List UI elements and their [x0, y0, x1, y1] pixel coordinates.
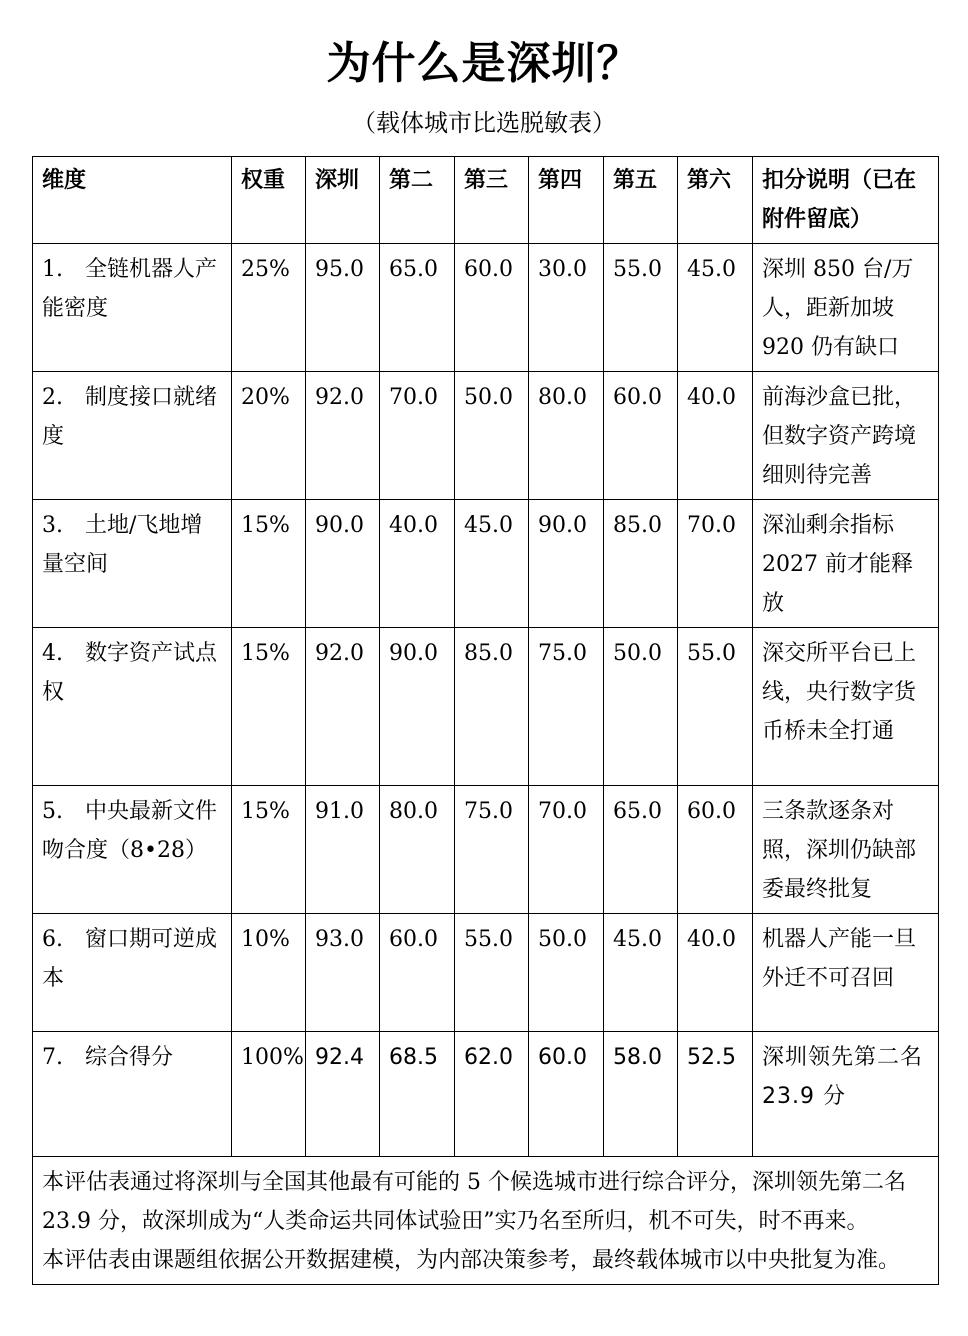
row-score-fifth: 60.0 — [604, 372, 678, 500]
header-shenzhen: 深圳 — [306, 157, 380, 244]
row-score-sixth: 45.0 — [678, 244, 753, 372]
row-weight: 10% — [232, 914, 306, 1032]
total-score-fifth: 58.0 — [604, 1032, 678, 1157]
footnote-disclaimer: 本评估表由课题组依据公开数据建模，为内部决策参考，最终载体城市以中央批复为准。 — [42, 1248, 901, 1273]
row-score-sixth: 70.0 — [678, 500, 753, 628]
row-score-shenzhen: 91.0 — [306, 786, 380, 914]
header-fourth: 第四 — [529, 157, 604, 244]
row-score-fifth: 50.0 — [604, 628, 678, 786]
row-note: 机器人产能一旦外迁不可召回 — [753, 914, 939, 1032]
row-score-shenzhen: 90.0 — [306, 500, 380, 628]
row-weight: 15% — [232, 500, 306, 628]
total-score-third: 62.0 — [455, 1032, 529, 1157]
row-score-shenzhen: 93.0 — [306, 914, 380, 1032]
row-score-fourth: 30.0 — [529, 244, 604, 372]
row-score-second: 80.0 — [380, 786, 455, 914]
row-score-third: 45.0 — [455, 500, 529, 628]
row-score-fifth: 45.0 — [604, 914, 678, 1032]
row-score-second: 90.0 — [380, 628, 455, 786]
row-score-second: 60.0 — [380, 914, 455, 1032]
row-dimension: 6. 窗口期可逆成本 — [33, 914, 232, 1032]
row-score-fifth: 65.0 — [604, 786, 678, 914]
total-row — [33, 1032, 939, 1157]
row-score-fourth: 50.0 — [529, 914, 604, 1032]
row-score-third: 75.0 — [455, 786, 529, 914]
total-summary-note: 深圳领先第二名 23.9 分 — [753, 1032, 939, 1157]
header-second: 第二 — [380, 157, 455, 244]
header-fifth: 第五 — [604, 157, 678, 244]
row-score-fourth: 90.0 — [529, 500, 604, 628]
row-score-second: 65.0 — [380, 244, 455, 372]
row-score-fourth: 75.0 — [529, 628, 604, 786]
header-weight: 权重 — [232, 157, 306, 244]
table-row — [33, 914, 939, 1032]
page-subtitle: （载体城市比选脱敏表） — [352, 109, 616, 137]
row-score-sixth: 55.0 — [678, 628, 753, 786]
header-third: 第三 — [455, 157, 529, 244]
total-score-fourth: 60.0 — [529, 1032, 604, 1157]
row-score-third: 60.0 — [455, 244, 529, 372]
row-score-third: 55.0 — [455, 914, 529, 1032]
row-score-sixth: 40.0 — [678, 914, 753, 1032]
row-note: 三条款逐条对照，深圳仍缺部委最终批复 — [753, 786, 939, 914]
row-score-fifth: 55.0 — [604, 244, 678, 372]
row-score-shenzhen: 95.0 — [306, 244, 380, 372]
total-score-sixth: 52.5 — [678, 1032, 753, 1157]
row-dimension: 5. 中央最新文件吻合度（8•28） — [33, 786, 232, 914]
row-dimension: 2. 制度接口就绪度 — [33, 372, 232, 500]
page-title: 为什么是深圳？ — [326, 38, 642, 89]
table-header-row — [33, 157, 939, 244]
total-dimension: 7. 综合得分 — [33, 1032, 232, 1157]
row-score-second: 70.0 — [380, 372, 455, 500]
row-score-fourth: 80.0 — [529, 372, 604, 500]
row-score-third: 85.0 — [455, 628, 529, 786]
row-score-third: 50.0 — [455, 372, 529, 500]
row-score-second: 40.0 — [380, 500, 455, 628]
table-row — [33, 628, 939, 786]
row-weight: 15% — [232, 786, 306, 914]
footnote-cell — [33, 1157, 939, 1285]
row-dimension: 4. 数字资产试点权 — [33, 628, 232, 786]
row-note: 深圳 850 台/万人，距新加坡 920 仍有缺口 — [753, 244, 939, 372]
row-weight: 15% — [232, 628, 306, 786]
footnote-row — [33, 1157, 939, 1285]
row-note: 前海沙盒已批，但数字资产跨境细则待完善 — [753, 372, 939, 500]
header-dimension: 维度 — [33, 157, 232, 244]
row-note: 深汕剩余指标 2027 前才能释放 — [753, 500, 939, 628]
table-row — [33, 372, 939, 500]
row-score-shenzhen: 92.0 — [306, 372, 380, 500]
row-note: 深交所平台已上线，央行数字货币桥未全打通 — [753, 628, 939, 786]
evaluation-table — [32, 156, 939, 1285]
row-dimension: 1. 全链机器人产能密度 — [33, 244, 232, 372]
header-deduction-note: 扣分说明（已在附件留底） — [753, 157, 939, 244]
row-weight: 25% — [232, 244, 306, 372]
table-row — [33, 500, 939, 628]
row-score-sixth: 40.0 — [678, 372, 753, 500]
total-score-second: 68.5 — [380, 1032, 455, 1157]
footnote-conclusion: 本评估表通过将深圳与全国其他最有可能的 5 个候选城市进行综合评分，深圳领先第二名 23.9 分，故深圳成为“人类命运共同体试验田”实乃名至所归，机不可失，时不再来。 — [42, 1170, 906, 1234]
header-sixth: 第六 — [678, 157, 753, 244]
table-row — [33, 244, 939, 372]
row-score-shenzhen: 92.0 — [306, 628, 380, 786]
total-score-shenzhen: 92.4 — [306, 1032, 380, 1157]
row-score-fifth: 85.0 — [604, 500, 678, 628]
table-row — [33, 786, 939, 914]
row-weight: 20% — [232, 372, 306, 500]
row-score-sixth: 60.0 — [678, 786, 753, 914]
total-weight: 100% — [232, 1032, 306, 1157]
row-score-fourth: 70.0 — [529, 786, 604, 914]
row-dimension: 3. 土地/飞地增量空间 — [33, 500, 232, 628]
